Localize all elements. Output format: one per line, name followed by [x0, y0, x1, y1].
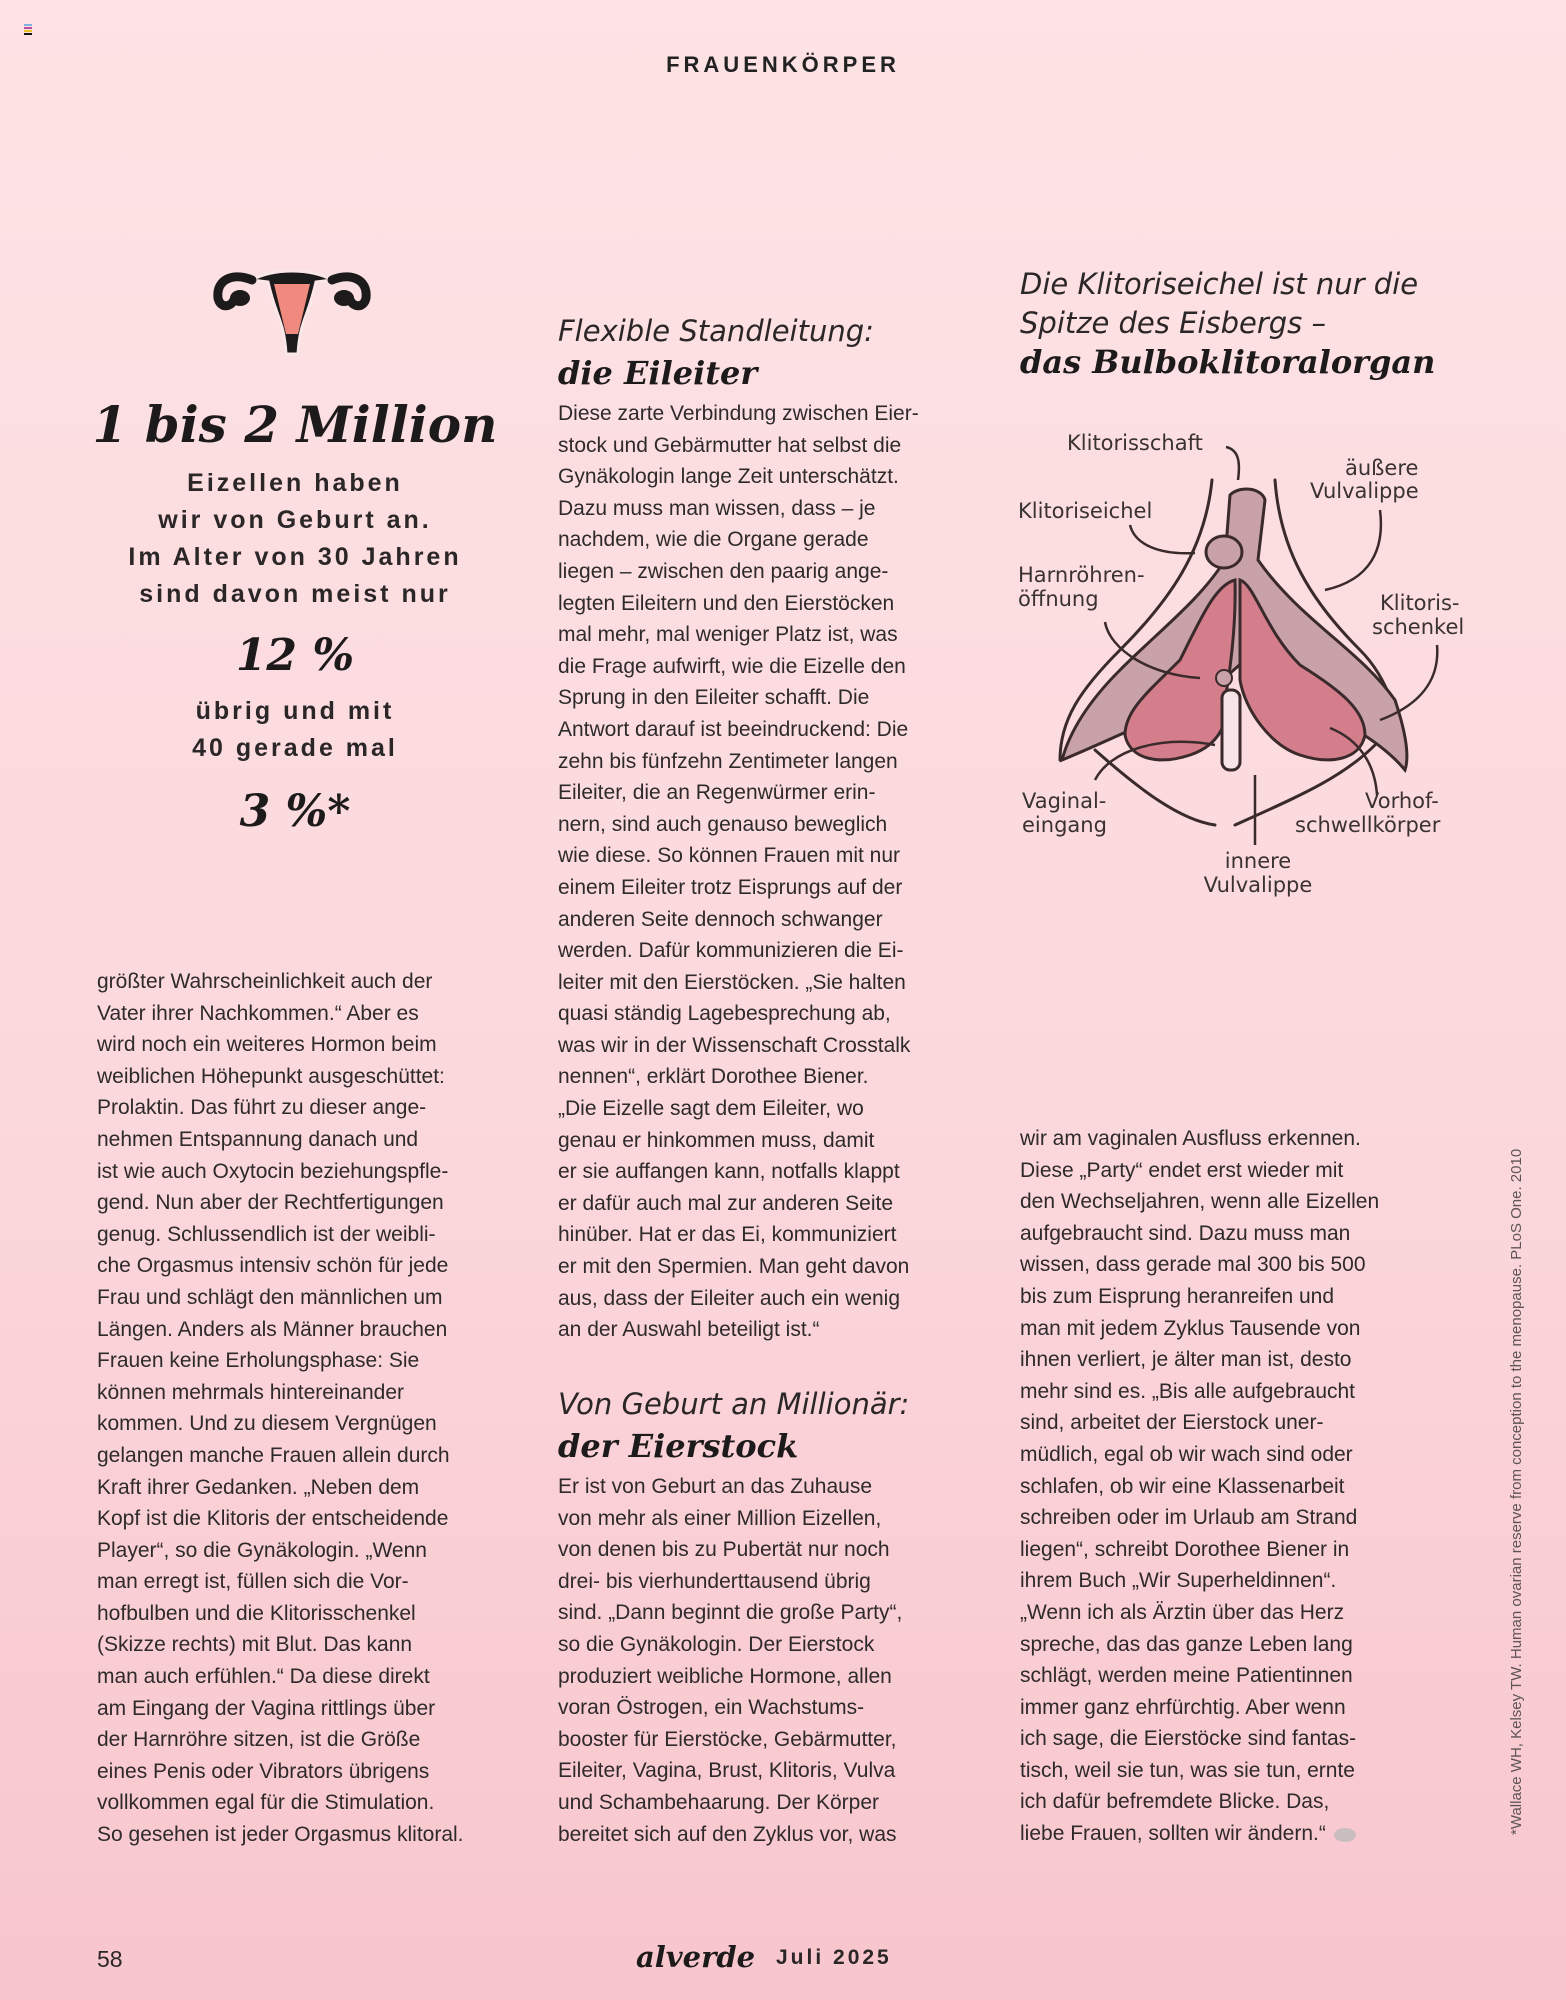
stat-line: 40 gerade mal: [192, 734, 398, 762]
clitoris-diagram: [1000, 400, 1500, 1000]
text-line: wird noch ein weiteres Hormon beim: [97, 1033, 437, 1057]
label-aeussere-vulvalippe: äußere: [1345, 456, 1419, 480]
text-line: Dazu muss man wissen, dass – je: [558, 496, 876, 520]
stat-value-30: 12 %: [235, 630, 355, 681]
section-title: FRAUENKÖRPER: [666, 52, 900, 77]
diagram-heading-1: Die Klitoriseichel ist nur die: [1020, 267, 1419, 301]
text-line: produziert weibliche Hormone, allen: [558, 1664, 892, 1688]
text-line: Prolaktin. Das führt zu dieser ange-: [97, 1096, 427, 1120]
text-line: ich dafür befremdete Blicke. Das,: [1020, 1790, 1330, 1814]
text-line: und Schambehaarung. Der Körper: [558, 1790, 880, 1814]
text-line: ihrem Buch „Wir Superheldinnen“.: [1020, 1569, 1337, 1593]
stat-line: übrig und mit: [195, 697, 395, 725]
text-line: hinüber. Hat er das Ei, kommuniziert: [558, 1223, 897, 1247]
text-line: gend. Nun aber der Rechtfertigungen: [97, 1191, 444, 1215]
text-line: Frauen keine Erholungsphase: Sie: [97, 1349, 420, 1373]
text-line: man auch erfühlen.“ Da diese direkt: [97, 1665, 430, 1689]
text-line: aufgebraucht sind. Dazu muss man: [1020, 1221, 1351, 1245]
text-line: Längen. Anders als Männer brauchen: [97, 1317, 448, 1341]
text-line: legten Eileitern und den Eierstöcken: [558, 591, 895, 615]
label-harnroehrenoeffnung-2: öffnung: [1018, 587, 1099, 611]
right-column-text: [1020, 1123, 1379, 1850]
text-line: gelangen manche Frauen allein durch: [97, 1443, 450, 1467]
text-line: genug. Schlussendlich ist der weibli-: [97, 1222, 436, 1246]
label-klitoriseichel: Klitoriseichel: [1018, 499, 1153, 523]
text-line: Kopf ist die Klitoris der entscheidende: [97, 1507, 449, 1531]
text-line: Antwort darauf ist beeindruckend: Die: [558, 717, 909, 741]
text-line: mal mehr, mal weniger Platz ist, was: [558, 623, 898, 647]
text-line: schreiben oder im Urlaub am Strand: [1020, 1506, 1358, 1530]
diagram-heading-bold: das Bulboklitoralorgan: [1020, 343, 1436, 381]
text-line: größter Wahrscheinlichkeit auch der: [97, 970, 433, 993]
text-line: booster für Eierstöcke, Gebärmutter,: [558, 1727, 897, 1751]
diagram-heading-2: Spitze des Eisbergs –: [1020, 306, 1327, 340]
label-innere-vulvalippe-2: Vulvalippe: [1203, 873, 1313, 897]
page-number: 58: [97, 1946, 123, 1972]
stat-value-40: 3 %*: [239, 786, 351, 837]
stat-line: Eizellen haben: [187, 469, 403, 497]
label-klitorisschenkel-2: schenkel: [1372, 615, 1465, 639]
text-line: ihnen verliert, je älter man ist, desto: [1020, 1348, 1352, 1372]
text-line: weiblichen Höhepunkt ausgeschüttet:: [97, 1064, 445, 1088]
text-line: voran Östrogen, ein Wachstums-: [558, 1696, 865, 1720]
text-line: leiter mit den Eierstöcken. „Sie halten: [558, 970, 906, 994]
text-line: Player“, so die Gynäkologin. „Wenn: [97, 1538, 427, 1562]
text-line: müdlich, egal ob wir wach sind oder: [1020, 1442, 1353, 1466]
text-line: von mehr als einer Million Eizellen,: [558, 1506, 882, 1530]
text-line: er mit den Spermien. Man geht davon: [558, 1255, 910, 1279]
label-klitorisschaft: Klitorisschaft: [1067, 431, 1203, 455]
stat-headline: 1 bis 2 Million: [92, 395, 498, 454]
text-line: Er ist von Geburt an das Zuhause: [558, 1475, 873, 1498]
label-innere-vulvalippe: innere: [1224, 849, 1292, 873]
text-line: Eileiter, die an Regenwürmer erin-: [558, 781, 876, 805]
vaginal-opening: [1222, 690, 1240, 770]
stat-line: wir von Geburt an.: [158, 506, 432, 534]
text-line: mehr sind es. „Bis alle aufgebraucht: [1020, 1379, 1356, 1403]
text-line: nehmen Entspannung danach und: [97, 1127, 419, 1151]
text-line: wie diese. So können Frauen mit nur: [558, 844, 901, 868]
text-line: so die Gynäkologin. Der Eierstock: [558, 1632, 875, 1656]
text-line: was wir in der Wissenschaft Crosstalk: [558, 1033, 911, 1057]
middle-column-text-1: [558, 398, 919, 1346]
text-line: von denen bis zu Pubertät nur noch: [558, 1538, 890, 1562]
text-line: spreche, das das ganze Leben lang: [1020, 1632, 1353, 1656]
stat-line: Im Alter von 30 Jahren: [128, 543, 462, 571]
text-line: die Frage aufwirft, wie die Eizelle den: [558, 654, 906, 678]
text-line: che Orgasmus intensiv schön für jede: [97, 1254, 449, 1278]
text-line: genau er hinkommen muss, damit: [558, 1128, 875, 1152]
uterus-icon: [212, 258, 372, 364]
text-line: der Harnröhre sitzen, ist die Größe: [97, 1728, 421, 1752]
text-line: sind. „Dann beginnt die große Party“,: [558, 1601, 903, 1625]
text-line: am Eingang der Vagina rittlings über: [97, 1696, 436, 1720]
text-line: liegen – zwischen den paarig ange-: [558, 559, 889, 583]
text-line: bis zum Eisprung heranreifen und: [1020, 1284, 1335, 1308]
text-line: ich sage, die Eierstöcke sind fantas-: [1020, 1727, 1357, 1751]
label-harnroehrenoeffnung: Harnröhren-: [1018, 563, 1145, 587]
text-line: aus, dass der Eileiter auch ein wenig: [558, 1286, 901, 1310]
text-line: eines Penis oder Vibrators übrigens: [97, 1759, 430, 1783]
text-line: zehn bis fünfzehn Zentimeter langen: [558, 749, 898, 773]
text-line: vollkommen egal für die Stimulation.: [97, 1791, 435, 1815]
text-line: einem Eileiter trotz Eisprungs auf der: [558, 875, 903, 899]
label-vorhofschwellkoerper: Vorhof-: [1365, 789, 1439, 813]
text-line: Vater ihrer Nachkommen.“ Aber es: [97, 1001, 419, 1025]
text-line: (Skizze rechts) mit Blut. Das kann: [97, 1633, 413, 1657]
text-line: nern, sind auch genauso beweglich: [558, 812, 888, 836]
heading-eierstock-kicker: Von Geburt an Millionär:: [558, 1387, 910, 1421]
label-klitorisschenkel: Klitoris-: [1380, 591, 1460, 615]
text-line: ist wie auch Oxytocin beziehungspfle-: [97, 1159, 449, 1183]
text-line: können mehrmals hintereinander: [97, 1380, 405, 1404]
text-line: So gesehen ist jeder Orgasmus klitoral.: [97, 1823, 464, 1847]
text-line: bereitet sich auf den Zyklus vor, was: [558, 1822, 897, 1846]
text-line: liegen“, schreibt Dorothee Biener in: [1020, 1537, 1350, 1561]
left-column-text: [97, 966, 464, 1851]
middle-column-text-2: [558, 1471, 902, 1850]
text-line: kommen. Und zu diesem Vergnügen: [97, 1412, 437, 1436]
text-line: werden. Dafür kommunizieren die Ei-: [558, 939, 904, 963]
footnote: *Wallace WH, Kelsey TW. Human ovarian reserve from conception to the menopause. PLoS One. 2010: [1508, 1148, 1525, 1835]
text-line: man erregt ist, füllen sich die Vor-: [97, 1570, 409, 1594]
text-line: er dafür auch mal zur anderen Seite: [558, 1191, 894, 1215]
text-line: quasi ständig Lagebesprechung ab,: [558, 1002, 891, 1026]
stat-text: [60, 465, 530, 613]
label-aeussere-vulvalippe-2: Vulvalippe: [1310, 479, 1419, 503]
heading-eileiter: die Eileiter: [558, 354, 758, 392]
text-line: wir am vaginalen Ausfluss erkennen.: [1020, 1127, 1361, 1150]
text-line: nennen“, erklärt Dorothee Biener.: [558, 1065, 869, 1089]
text-line: schlägt, werden meine Patientinnen: [1020, 1664, 1353, 1688]
text-line: liebe Frauen, sollten wir ändern.“: [1020, 1818, 1379, 1850]
heading-eierstock: der Eierstock: [558, 1427, 799, 1465]
heading-eileiter-kicker: Flexible Standleitung:: [558, 314, 874, 348]
urethral-opening: [1216, 670, 1232, 686]
text-line: wissen, dass gerade mal 300 bis 500: [1020, 1253, 1366, 1277]
text-line: Eileiter, Vagina, Brust, Klitoris, Vulva: [558, 1759, 896, 1783]
text-line: tisch, weil sie tun, was sie tun, ernte: [1020, 1758, 1355, 1782]
clitoris-glans: [1206, 536, 1242, 568]
text-line: Gynäkologin lange Zeit unterschätzt.: [558, 465, 899, 489]
text-line: er sie auffangen kann, notfalls klappt: [558, 1160, 900, 1184]
text-line: den Wechseljahren, wenn alle Eizellen: [1020, 1190, 1380, 1214]
label-vaginaleingang-2: eingang: [1022, 813, 1107, 837]
print-color-marks: [24, 24, 32, 36]
text-line: Kraft ihrer Gedanken. „Neben dem: [97, 1475, 420, 1499]
end-of-article-mark: [1334, 1828, 1356, 1842]
text-line: drei- bis vierhunderttausend übrig: [558, 1569, 871, 1593]
text-line: Frau und schlägt den männlichen um: [97, 1285, 443, 1309]
text-line: nachdem, wie die Organe gerade: [558, 528, 869, 552]
text-line: immer ganz ehrfürchtig. Aber wenn: [1020, 1695, 1346, 1719]
text-line: schlafen, ob wir eine Klassenarbeit: [1020, 1474, 1345, 1498]
stat-text-2: [60, 693, 530, 767]
text-line: „Die Eizelle sagt dem Eileiter, wo: [558, 1097, 864, 1121]
text-line: hofbulben und die Klitorisschenkel: [97, 1601, 416, 1625]
text-line: an der Auswahl beteiligt ist.“: [558, 1318, 820, 1342]
text-line: Sprung in den Eileiter schafft. Die: [558, 686, 870, 710]
text-line: man mit jedem Zyklus Tausende von: [1020, 1316, 1361, 1340]
label-vaginaleingang: Vaginal-: [1022, 789, 1107, 813]
label-vorhofschwellkoerper-2: schwellkörper: [1295, 813, 1441, 837]
text-line: Diese zarte Verbindung zwischen Eier-: [558, 402, 919, 425]
text-line: Diese „Party“ endet erst wieder mit: [1020, 1158, 1344, 1182]
text-line: „Wenn ich als Ärztin über das Herz: [1020, 1600, 1345, 1624]
text-line: stock und Gebärmutter hat selbst die: [558, 433, 902, 457]
text-line: sind, arbeitet der Eierstock uner-: [1020, 1411, 1324, 1435]
text-line: anderen Seite dennoch schwanger: [558, 907, 883, 931]
issue-date: Juli 2025: [776, 1946, 892, 1969]
stat-line: sind davon meist nur: [139, 580, 451, 608]
brand-logo: alverde: [636, 1940, 756, 1974]
